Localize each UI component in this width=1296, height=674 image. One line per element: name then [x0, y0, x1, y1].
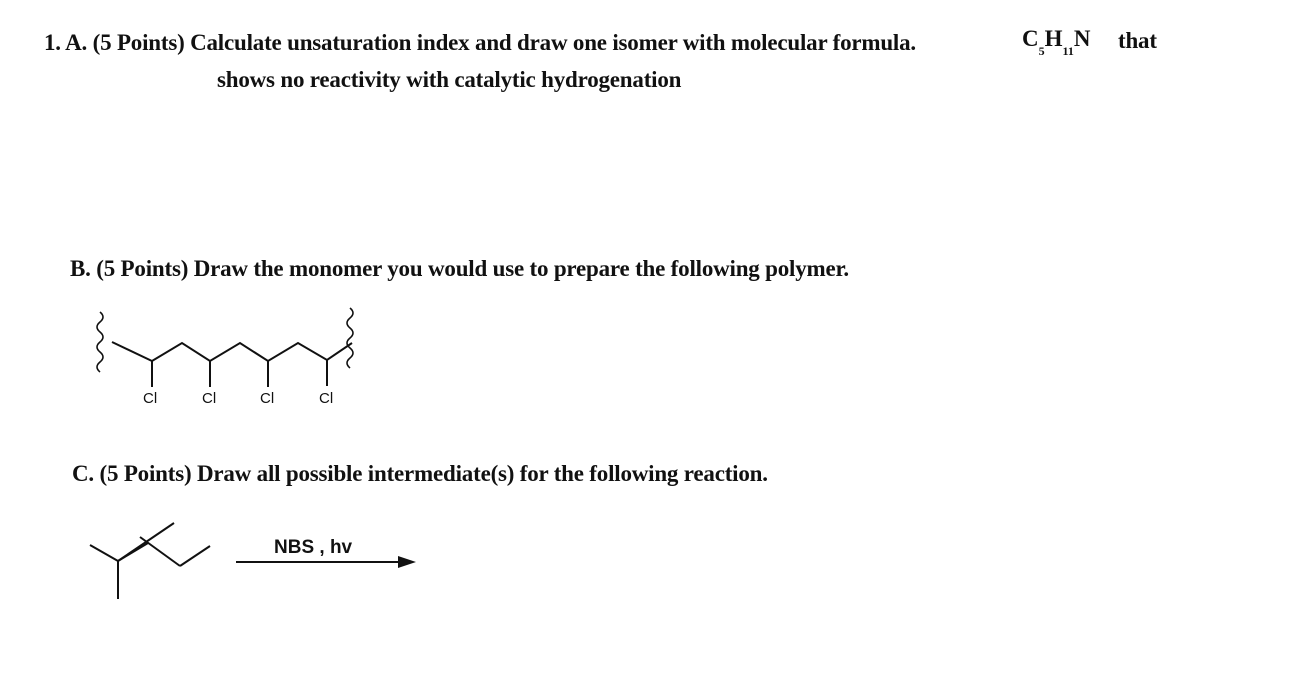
polymer-wavy-bond-left [97, 312, 103, 372]
question-a-line1: 1. A. (5 Points) Calculate unsaturation index and draw one isomer with molecular formula. [44, 30, 916, 55]
question-b-text: B. (5 Points) Draw the monomer you would use to prepare the following polymer. [70, 256, 849, 281]
formula-hydrogen: H [1044, 26, 1063, 51]
question-a-line2: shows no reactivity with catalytic hydrogenation [217, 67, 682, 92]
chlorine-label-4: Cl [319, 390, 334, 407]
formula-hydrogen-count: 11 [1062, 43, 1074, 58]
reactant-structure [90, 523, 210, 599]
reagent-label: NBS , hv [274, 537, 353, 558]
bond-methyl-left [90, 545, 118, 561]
formula-carbon-count: 5 [1038, 43, 1045, 58]
formula-carbon: C [1022, 26, 1039, 51]
chlorine-label-3: Cl [260, 390, 275, 407]
chlorine-label-2: Cl [202, 390, 217, 407]
formula-nitrogen: N [1073, 26, 1091, 51]
polymer-wavy-bond-right [347, 308, 353, 368]
polymer-backbone [112, 342, 352, 361]
polymer-structure [97, 308, 353, 387]
question-c-text: C. (5 Points) Draw all possible intermediate(s) for the following reaction. [72, 461, 768, 486]
question-a-that: that [1118, 28, 1157, 53]
bond-c4-c5 [180, 546, 210, 566]
bond-c3-c4 [140, 537, 180, 566]
chlorine-label-1: Cl [143, 390, 158, 407]
